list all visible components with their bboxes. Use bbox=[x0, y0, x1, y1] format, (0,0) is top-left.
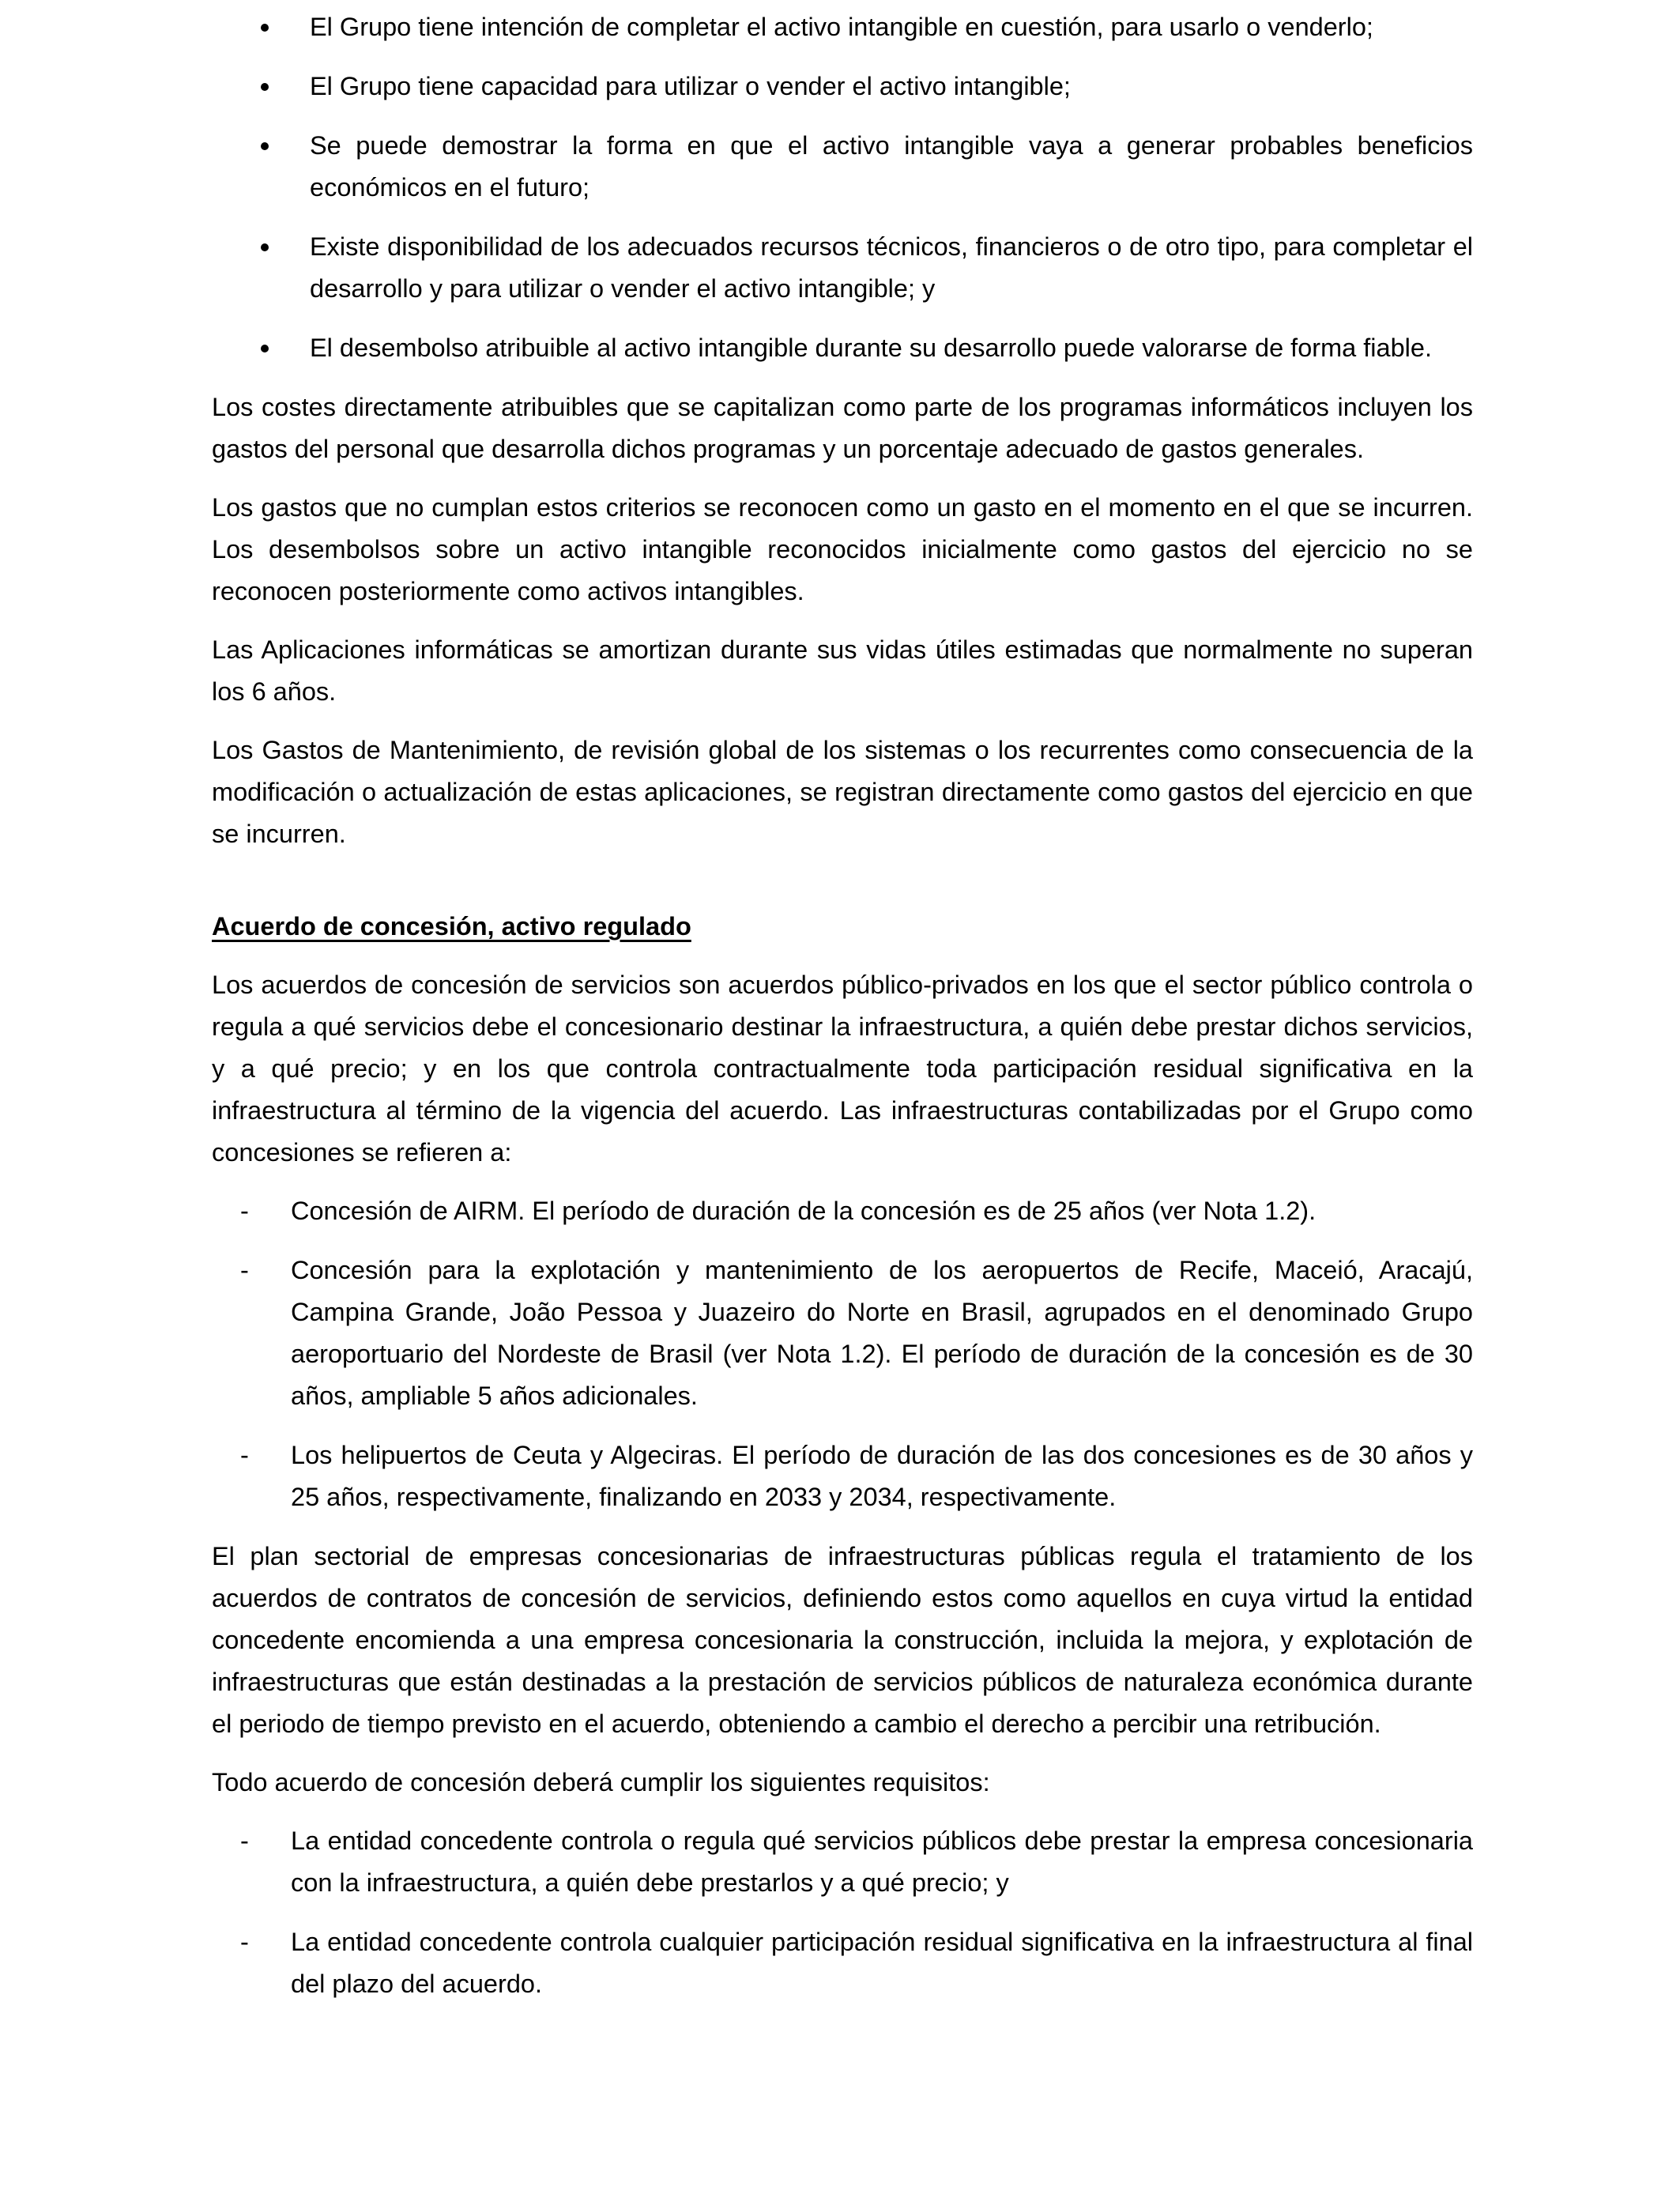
paragraph-expense-recognition: Los gastos que no cumplan estos criterios se reconocen como un gasto en el momento en el que se incurren. Los desembolsos sobre un activo intangible reconocidos inicialmente como gastos del ejercicio no se reconocen posteriormente como activos intangibles. bbox=[212, 493, 1473, 605]
requirements-list bbox=[212, 1820, 1473, 2005]
dash-marker: - bbox=[240, 1928, 249, 1956]
paragraph-requirements-intro: Todo acuerdo de concesión deberá cumplir los siguientes requisitos: bbox=[212, 1768, 990, 1796]
paragraph-sector-plan: El plan sectorial de empresas concesionarias de infraestructuras públicas regula el tratamiento de los acuerdos de contratos de concesión de servicios, definiendo estos como aquellos en cuya virtud la entidad concedente encomienda a una empresa concesionaria la construcción, incluida la mejora, y explotación de infraestructuras que están destinadas a la prestación de servicios públicos de naturaleza económica durante el periodo de tiempo previsto en el acuerdo, obteniendo a cambio el derecho a percibir una retribución. bbox=[212, 1542, 1473, 1738]
paragraph-maintenance-costs: Los Gastos de Mantenimiento, de revisión global de los sistemas o los recurrentes como consecuencia de la modificación o actualización de estas aplicaciones, se registran directamente como gastos del ejercicio en que se incurren. bbox=[212, 736, 1473, 848]
dash-marker: - bbox=[240, 1826, 249, 1855]
list-item: - Concesión para la explotación y mantenimiento de los aeropuertos de Recife, Maceió, Aracajú, Campina Grande, João Pessoa y Juazeiro do Norte en Brasil, agrupados en el denominado Grupo aeroportuario del Nordeste de Brasil (ver Nota 1.2). El período de duración de la concesión es de 30 años, ampliable 5 años adicionales. bbox=[212, 1250, 1473, 1417]
dash-marker: - bbox=[240, 1197, 249, 1225]
dash-marker: - bbox=[240, 1441, 249, 1469]
list-item: - La entidad concedente controla cualquier participación residual significativa en la infraestructura al final del plazo del acuerdo. bbox=[212, 1921, 1473, 2005]
list-item: - Concesión de AIRM. El período de duración de la concesión es de 25 años (ver Nota 1.2). bbox=[212, 1190, 1473, 1232]
paragraph-amortization: Las Aplicaciones informáticas se amortizan durante sus vidas útiles estimadas que normalmente no superan los 6 años. bbox=[212, 635, 1473, 706]
list-item: Existe disponibilidad de los adecuados recursos técnicos, financieros o de otro tipo, para completar el desarrollo y para utilizar o vender el activo intangible; y bbox=[310, 232, 1473, 303]
document-body bbox=[212, 6, 1473, 2005]
list-item: Se puede demostrar la forma en que el activo intangible vaya a generar probables beneficios económicos en el futuro; bbox=[310, 131, 1473, 202]
concessions-list bbox=[212, 1190, 1473, 1518]
paragraph-concession-definition: Los acuerdos de concesión de servicios son acuerdos público-privados en los que el sector público controla o regula a qué servicios debe el concesionario destinar la infraestructura, a quién debe prestar dichos servicios, y a qué precio; y en los que controla contractualmente toda participación residual significativa en la infraestructura al término de la vigencia del acuerdo. Las infraestructuras contabilizadas por el Grupo como concesiones se refieren a: bbox=[212, 971, 1473, 1167]
list-item: El Grupo tiene intención de completar el activo intangible en cuestión, para usarlo o venderlo; bbox=[310, 13, 1373, 41]
intangible-criteria-list bbox=[212, 6, 1473, 369]
list-item: - Los helipuertos de Ceuta y Algeciras. El período de duración de las dos concesiones es de 30 años y 25 años, respectivamente, finalizando en 2033 y 2034, respectivamente. bbox=[212, 1434, 1473, 1518]
list-item: - La entidad concedente controla o regula qué servicios públicos debe prestar la empresa concesionaria con la infraestructura, a quién debe prestarlos y a qué precio; y bbox=[212, 1820, 1473, 1904]
section-heading: Acuerdo de concesión, activo regulado bbox=[212, 912, 691, 941]
paragraph-capitalized-costs: Los costes directamente atribuibles que se capitalizan como parte de los programas informáticos incluyen los gastos del personal que desarrolla dichos programas y un porcentaje adecuado de gastos generales. bbox=[212, 393, 1473, 463]
list-item: El desembolso atribuible al activo intangible durante su desarrollo puede valorarse de forma fiable. bbox=[310, 334, 1433, 362]
list-item: El Grupo tiene capacidad para utilizar o vender el activo intangible; bbox=[310, 72, 1071, 100]
dash-marker: - bbox=[240, 1256, 249, 1284]
